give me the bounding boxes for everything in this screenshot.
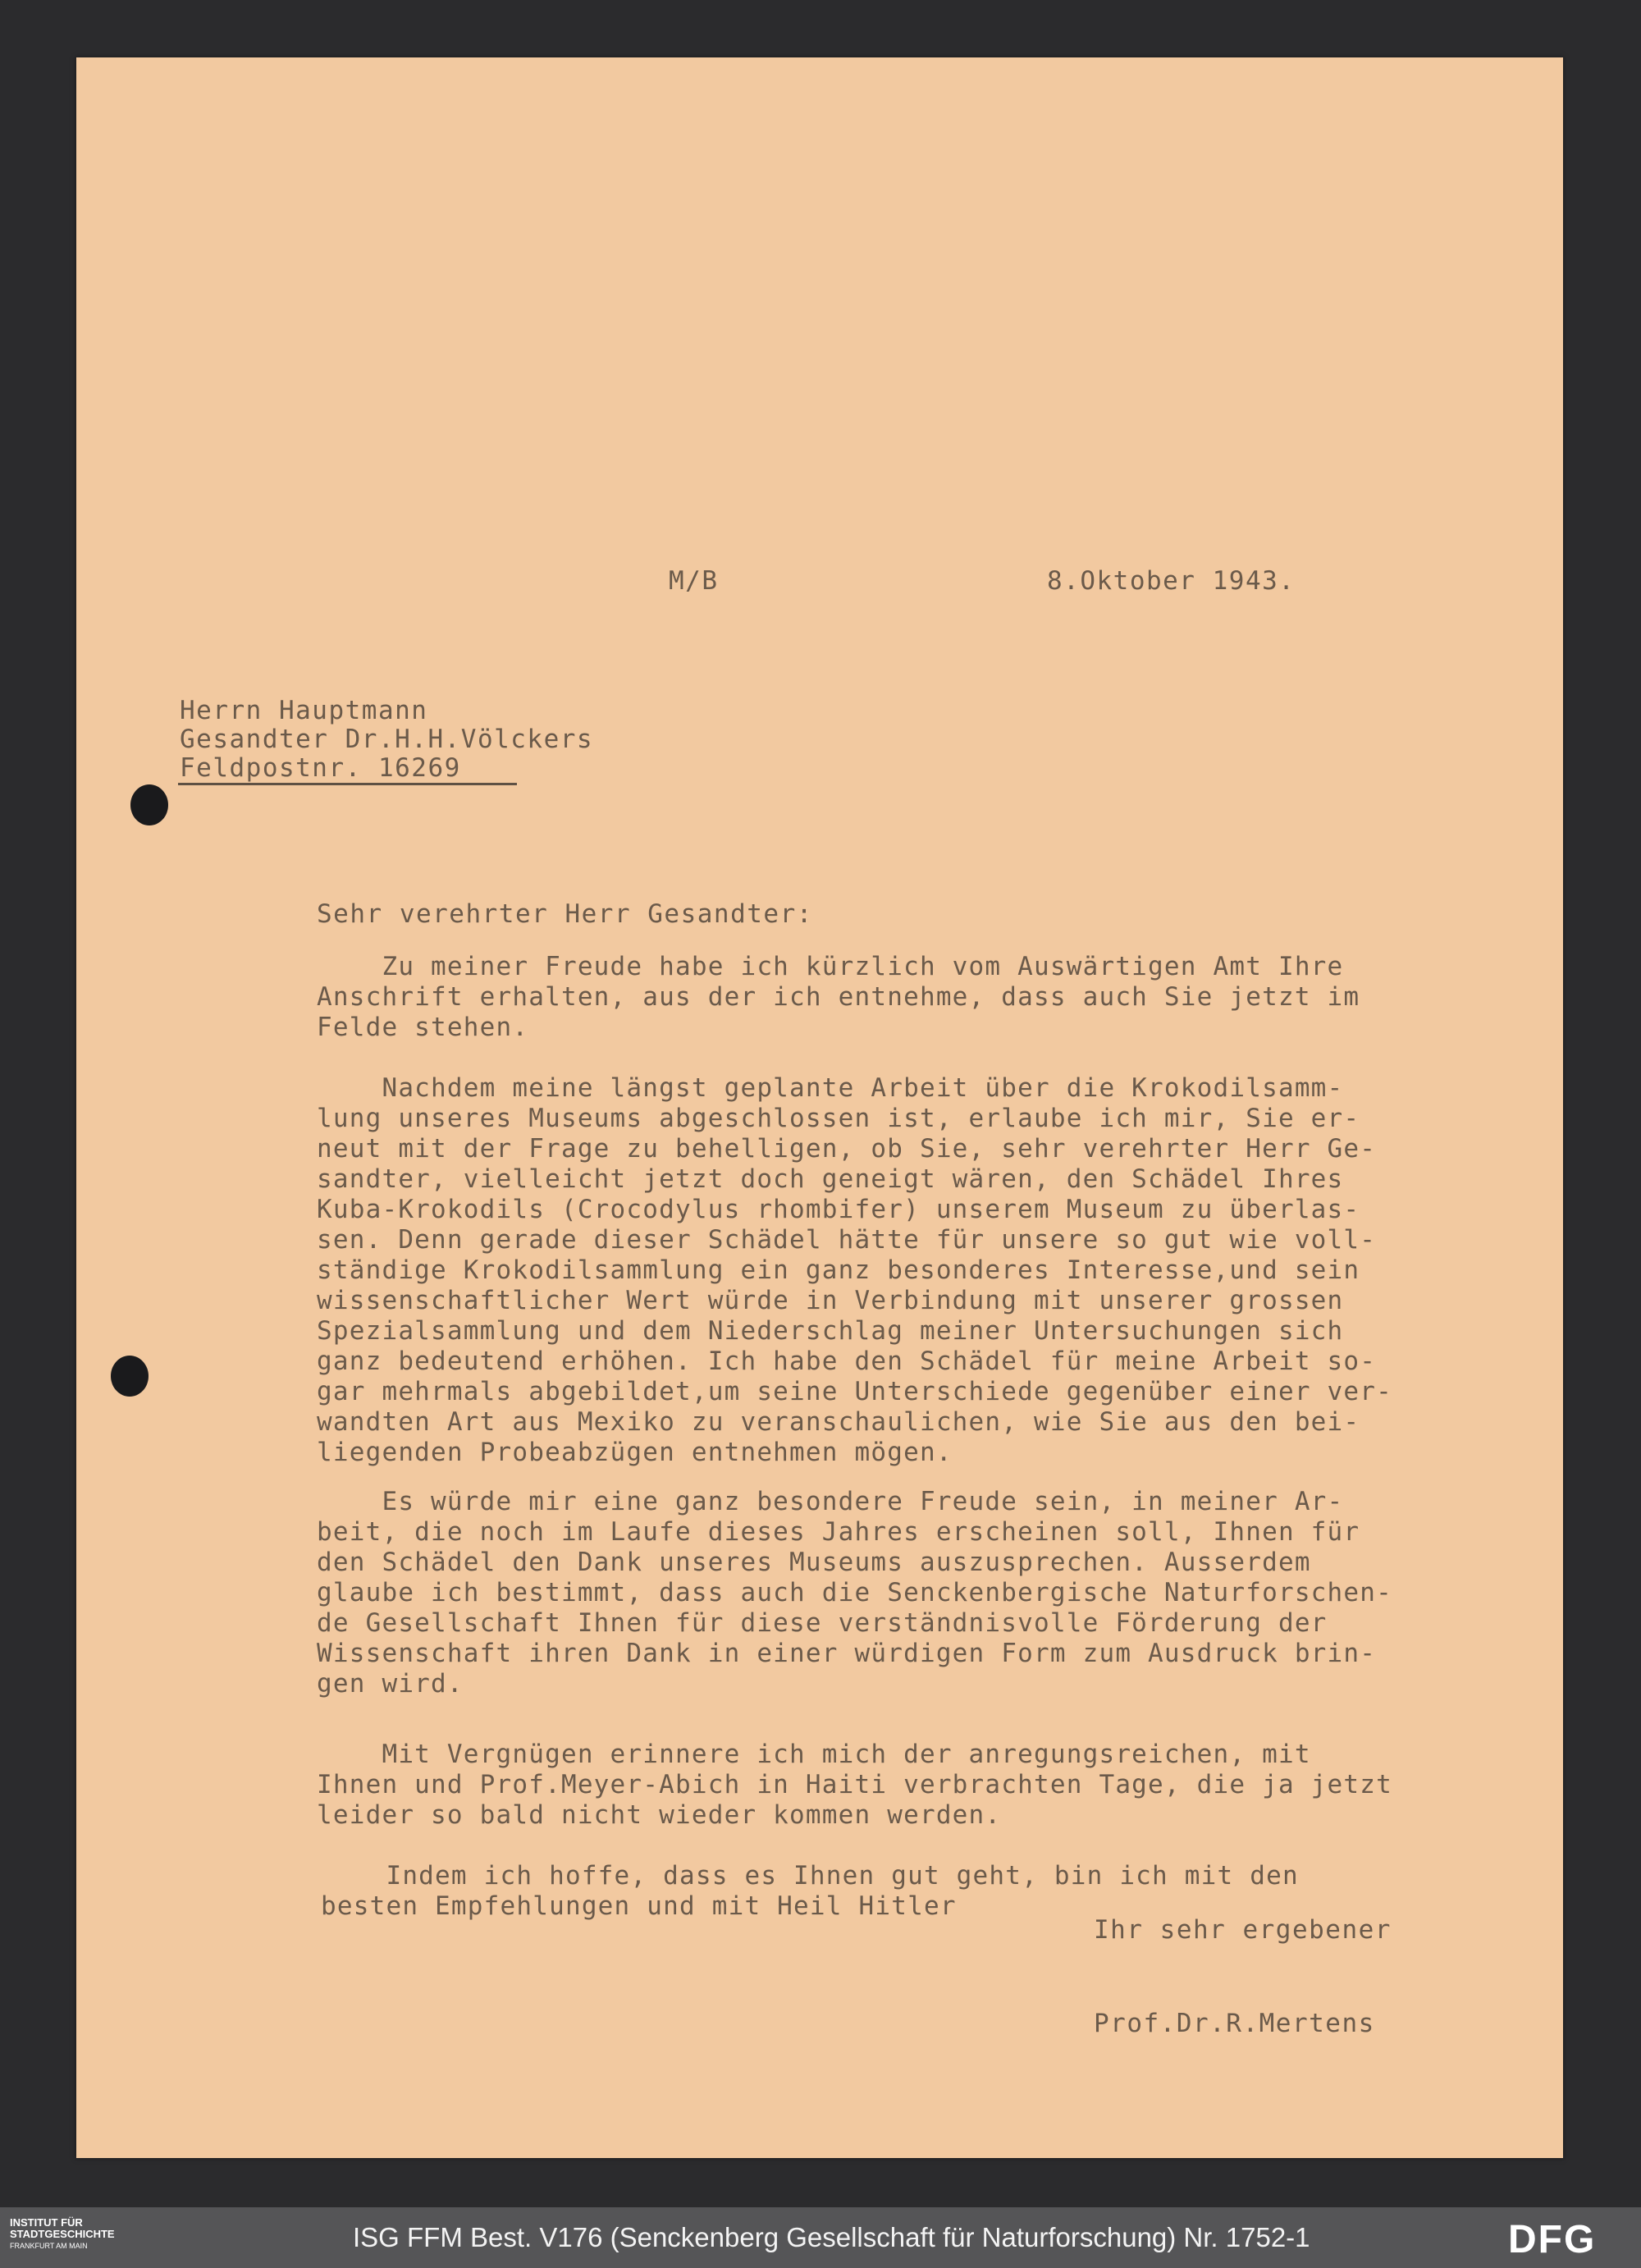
institution-line-2: STADTGESCHICHTE bbox=[10, 2228, 115, 2240]
paragraph-1: Zu meiner Freude habe ich kürzlich vom Auswärtigen Amt Ihre Anschrift erhalten, aus der ich entnehme, dass auch Sie jetzt im Felde stehen. bbox=[317, 952, 1360, 1042]
dfg-logo: DFG bbox=[1508, 2218, 1597, 2261]
archive-caption: ISG FFM Best. V176 (Senckenberg Gesellschaft für Naturforschung) Nr. 1752-1 bbox=[353, 2222, 1310, 2252]
closing: Ihr sehr ergebener bbox=[1094, 1915, 1392, 1945]
recipient-underline bbox=[178, 783, 517, 785]
punch-hole-top bbox=[130, 784, 168, 825]
institution-line-1: INSTITUT FÜR bbox=[10, 2216, 83, 2229]
paragraph-3: Es würde mir eine ganz besondere Freude sein, in meiner Ar- beit, die noch im Laufe dieses Jahres erscheinen soll, Ihnen für den Schädel den Dank unseres Museums auszusprechen. Ausserdem glaube ich bestimmt, dass auch die Senckenbergische Naturforschen- de Gesellschaft Ihnen für diese verständnisvolle Förderung der Wissenschaft ihren Dank in einer würdigen Form zum Ausdruck brin- gen wird. bbox=[317, 1487, 1392, 1699]
institution-logo bbox=[10, 2217, 115, 2252]
institution-line-3: FRANKFURT AM MAIN bbox=[10, 2242, 88, 2250]
salutation: Sehr verehrter Herr Gesandter: bbox=[317, 899, 813, 929]
recipient-line-1: Herrn Hauptmann bbox=[180, 696, 428, 725]
letter-date: 8.Oktober 1943. bbox=[1047, 566, 1296, 596]
recipient-line-3: Feldpostnr. 16269 bbox=[180, 753, 461, 783]
archive-footer bbox=[0, 2207, 1641, 2268]
paragraph-4: Mit Vergnügen erinnere ich mich der anregungsreichen, mit Ihnen und Prof.Meyer-Abich in Haiti verbrachten Tage, die ja jetzt leider so bald nicht wieder kommen werden. bbox=[317, 1740, 1392, 1830]
letter-sheet bbox=[76, 57, 1563, 2158]
reference-code: M/B bbox=[669, 566, 719, 596]
paragraph-2: Nachdem meine längst geplante Arbeit über die Krokodilsamm- lung unseres Museums abgeschlossen ist, erlaube ich mir, Sie er- neut mit der Frage zu behelligen, ob Sie, sehr verehrter Herr Ge- sandter, vielleicht jetzt doch geneigt wären, den Schädel Ihres Kuba-Krokodils (Crocodylus rhombifer) unserem Museum zu überlas- sen. Denn gerade dieser Schädel hätte für unsere so gut wie voll- ständige Krokodilsammlung ein ganz besonderes Interesse,und sein wissenschaftlicher Wert würde in Verbindung mit unserer grossen Spezialsammlung und dem Niederschlag meiner Untersuchungen sich ganz bedeutend erhöhen. Ich habe den Schädel für meine Arbeit so- gar mehrmals abgebildet,um seine Unterschiede gegenüber einer ver- wandten Art aus Mexiko zu veranschaulichen, wie Sie aus den bei- liegenden Probeabzügen entnehmen mögen. bbox=[317, 1073, 1392, 1467]
signature: Prof.Dr.R.Mertens bbox=[1094, 2009, 1375, 2038]
paragraph-5: Indem ich hoffe, dass es Ihnen gut geht, bin ich mit den besten Empfehlungen und mit Heil Hitler bbox=[321, 1861, 1299, 1921]
punch-hole-bottom bbox=[111, 1356, 149, 1397]
recipient-line-2: Gesandter Dr.H.H.Völckers bbox=[180, 725, 594, 754]
